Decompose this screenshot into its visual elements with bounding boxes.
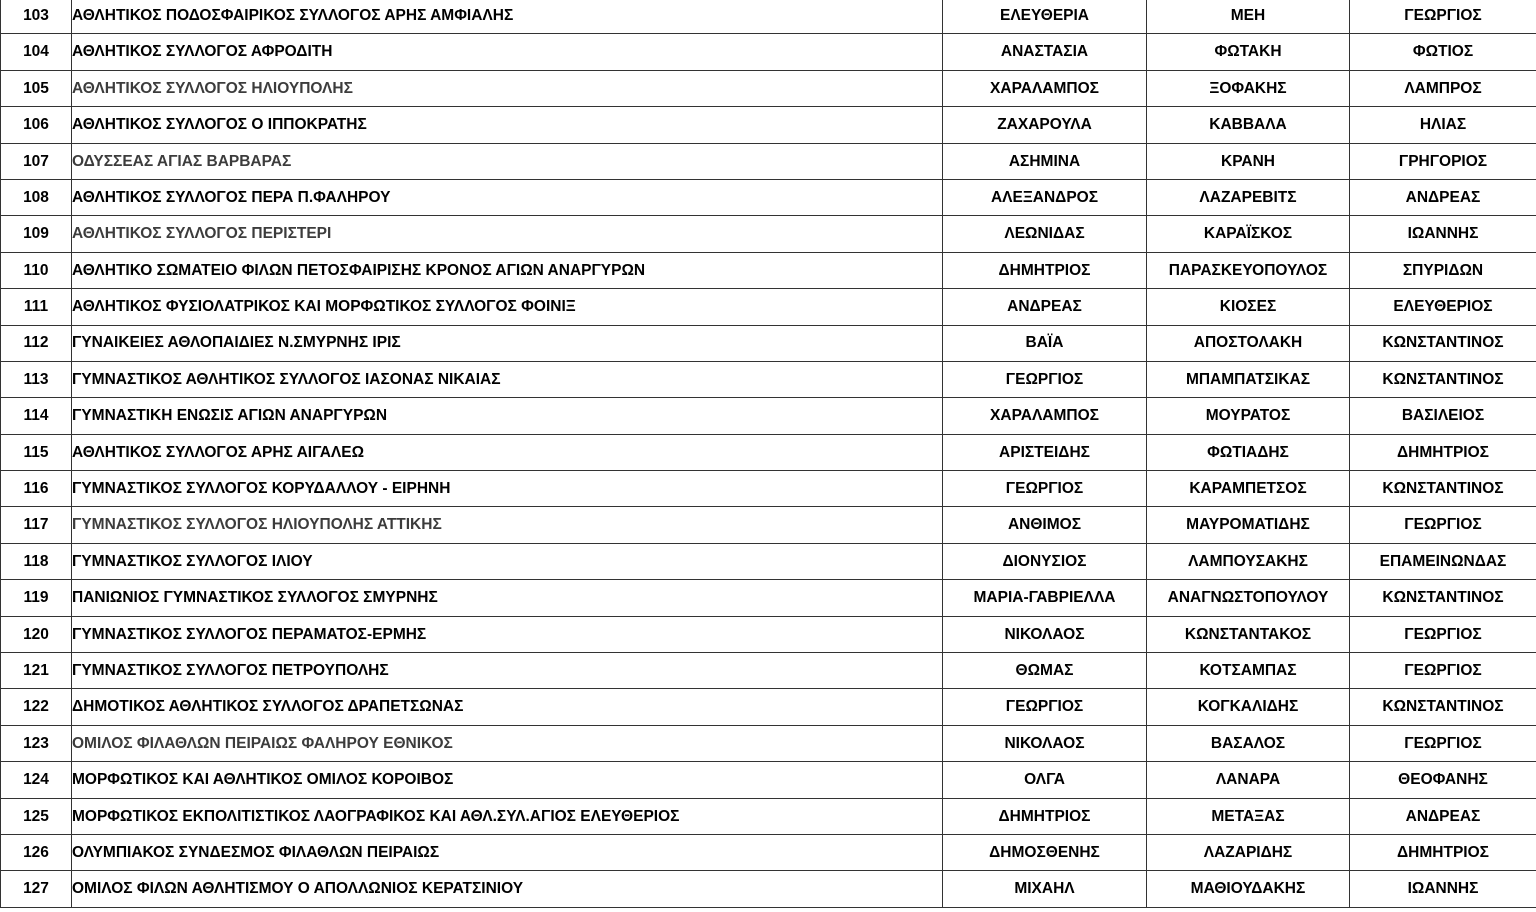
club-name-cell: ΓΥΜΝΑΣΤΙΚΟΣ ΣΥΛΛΟΓΟΣ ΠΕΤΡΟΥΠΟΛΗΣ xyxy=(72,653,943,689)
row-number-cell: 117 xyxy=(1,507,72,543)
father-name-cell: ΚΩΝΣΤΑΝΤΙΝΟΣ xyxy=(1350,689,1536,725)
father-name-cell: ΘΕΟΦΑΝΗΣ xyxy=(1350,762,1536,798)
table-row xyxy=(1,616,1536,652)
table-row xyxy=(1,507,1536,543)
row-number-cell: 119 xyxy=(1,580,72,616)
row-number-cell: 110 xyxy=(1,252,72,288)
row-number-cell: 124 xyxy=(1,762,72,798)
club-name-cell: ΓΥΜΝΑΣΤΙΚΟΣ ΣΥΛΛΟΓΟΣ ΠΕΡΑΜΑΤΟΣ-ΕΡΜΗΣ xyxy=(72,616,943,652)
first-name-cell: ΑΝΔΡΕΑΣ xyxy=(943,289,1147,325)
first-name-cell: ΑΡΙΣΤΕΙΔΗΣ xyxy=(943,434,1147,470)
surname-cell: ΒΑΣΑΛΟΣ xyxy=(1147,725,1350,761)
table-row xyxy=(1,871,1536,907)
row-number-cell: 109 xyxy=(1,216,72,252)
club-name-cell: ΜΟΡΦΩΤΙΚΟΣ ΚΑΙ ΑΘΛΗΤΙΚΟΣ ΟΜΙΛΟΣ ΚΟΡΟΙΒΟΣ xyxy=(72,762,943,798)
father-name-cell: ΛΑΜΠΡΟΣ xyxy=(1350,70,1536,106)
surname-cell: ΜΕΤΑΞΑΣ xyxy=(1147,798,1350,834)
first-name-cell: ΒΑΪΑ xyxy=(943,325,1147,361)
first-name-cell: ΑΝΘΙΜΟΣ xyxy=(943,507,1147,543)
surname-cell: ΚΟΓΚΑΛΙΔΗΣ xyxy=(1147,689,1350,725)
row-number-cell: 104 xyxy=(1,34,72,70)
first-name-cell: ΔΙΟΝΥΣΙΟΣ xyxy=(943,543,1147,579)
club-name-cell: ΟΜΙΛΟΣ ΦΙΛΩΝ ΑΘΛΗΤΙΣΜΟΥ Ο ΑΠΟΛΛΩΝΙΟΣ ΚΕΡΑΤΣΙΝΙΟΥ xyxy=(72,871,943,907)
first-name-cell: ΑΛΕΞΑΝΔΡΟΣ xyxy=(943,179,1147,215)
table-row xyxy=(1,143,1536,179)
father-name-cell: ΔΗΜΗΤΡΙΟΣ xyxy=(1350,434,1536,470)
first-name-cell: ΜΑΡΙΑ-ΓΑΒΡΙΕΛΛΑ xyxy=(943,580,1147,616)
first-name-cell: ΓΕΩΡΓΙΟΣ xyxy=(943,689,1147,725)
first-name-cell: ΓΕΩΡΓΙΟΣ xyxy=(943,471,1147,507)
table-row xyxy=(1,0,1536,34)
row-number-cell: 106 xyxy=(1,107,72,143)
club-name-cell: ΑΘΛΗΤΙΚΟ ΣΩΜΑΤΕΙΟ ΦΙΛΩΝ ΠΕΤΟΣΦΑΙΡΙΣΗΣ ΚΡΟΝΟΣ ΑΓΙΩΝ ΑΝΑΡΓΥΡΩΝ xyxy=(72,252,943,288)
father-name-cell: ΚΩΝΣΤΑΝΤΙΝΟΣ xyxy=(1350,361,1536,397)
table-row xyxy=(1,398,1536,434)
surname-cell: ΜΟΥΡΑΤΟΣ xyxy=(1147,398,1350,434)
table-row xyxy=(1,289,1536,325)
club-name-cell: ΑΘΛΗΤΙΚΟΣ ΦΥΣΙΟΛΑΤΡΙΚΟΣ ΚΑΙ ΜΟΡΦΩΤΙΚΟΣ ΣΥΛΛΟΓΟΣ ΦΟΙΝΙΞ xyxy=(72,289,943,325)
father-name-cell: ΣΠΥΡΙΔΩΝ xyxy=(1350,252,1536,288)
row-number-cell: 107 xyxy=(1,143,72,179)
table-row xyxy=(1,725,1536,761)
table-row xyxy=(1,70,1536,106)
row-number-cell: 112 xyxy=(1,325,72,361)
father-name-cell: ΓΕΩΡΓΙΟΣ xyxy=(1350,616,1536,652)
surname-cell: ΜΑΘΙΟΥΔΑΚΗΣ xyxy=(1147,871,1350,907)
row-number-cell: 120 xyxy=(1,616,72,652)
surname-cell: ΚΟΤΣΑΜΠΑΣ xyxy=(1147,653,1350,689)
row-number-cell: 121 xyxy=(1,653,72,689)
first-name-cell: ΧΑΡΑΛΑΜΠΟΣ xyxy=(943,398,1147,434)
row-number-cell: 118 xyxy=(1,543,72,579)
table-row xyxy=(1,107,1536,143)
first-name-cell: ΟΛΓΑ xyxy=(943,762,1147,798)
club-name-cell: ΓΥΜΝΑΣΤΙΚΟΣ ΣΥΛΛΟΓΟΣ ΗΛΙΟΥΠΟΛΗΣ ΑΤΤΙΚΗΣ xyxy=(72,507,943,543)
table-row xyxy=(1,361,1536,397)
father-name-cell: ΓΕΩΡΓΙΟΣ xyxy=(1350,725,1536,761)
surname-cell: ΚΑΡΑΪΣΚΟΣ xyxy=(1147,216,1350,252)
surname-cell: ΛΑΖΑΡΙΔΗΣ xyxy=(1147,834,1350,870)
row-number-cell: 127 xyxy=(1,871,72,907)
table-row xyxy=(1,653,1536,689)
father-name-cell: ΔΗΜΗΤΡΙΟΣ xyxy=(1350,834,1536,870)
surname-cell: ΜΑΥΡΟΜΑΤΙΔΗΣ xyxy=(1147,507,1350,543)
surname-cell: ΠΑΡΑΣΚΕΥΟΠΟΥΛΟΣ xyxy=(1147,252,1350,288)
table-row xyxy=(1,325,1536,361)
club-name-cell: ΠΑΝΙΩΝΙΟΣ ΓΥΜΝΑΣΤΙΚΟΣ ΣΥΛΛΟΓΟΣ ΣΜΥΡΝΗΣ xyxy=(72,580,943,616)
surname-cell: ΞΟΦΑΚΗΣ xyxy=(1147,70,1350,106)
first-name-cell: ΘΩΜΑΣ xyxy=(943,653,1147,689)
row-number-cell: 125 xyxy=(1,798,72,834)
club-name-cell: ΑΘΛΗΤΙΚΟΣ ΣΥΛΛΟΓΟΣ ΠΕΡΙΣΤΕΡΙ xyxy=(72,216,943,252)
surname-cell: ΚΑΒΒΑΛΑ xyxy=(1147,107,1350,143)
father-name-cell: ΑΝΔΡΕΑΣ xyxy=(1350,798,1536,834)
row-number-cell: 105 xyxy=(1,70,72,106)
first-name-cell: ΖΑΧΑΡΟΥΛΑ xyxy=(943,107,1147,143)
father-name-cell: ΕΛΕΥΘΕΡΙΟΣ xyxy=(1350,289,1536,325)
surname-cell: ΚΙΟΣΕΣ xyxy=(1147,289,1350,325)
first-name-cell: ΓΕΩΡΓΙΟΣ xyxy=(943,361,1147,397)
first-name-cell: ΑΣΗΜΙΝΑ xyxy=(943,143,1147,179)
first-name-cell: ΧΑΡΑΛΑΜΠΟΣ xyxy=(943,70,1147,106)
surname-cell: ΜΕΗ xyxy=(1147,0,1350,34)
table-row xyxy=(1,580,1536,616)
table-row xyxy=(1,252,1536,288)
club-name-cell: ΟΜΙΛΟΣ ΦΙΛΑΘΛΩΝ ΠΕΙΡΑΙΩΣ ΦΑΛΗΡΟΥ ΕΘΝΙΚΟΣ xyxy=(72,725,943,761)
father-name-cell: ΕΠΑΜΕΙΝΩΝΔΑΣ xyxy=(1350,543,1536,579)
club-name-cell: ΟΔΥΣΣΕΑΣ ΑΓΙΑΣ ΒΑΡΒΑΡΑΣ xyxy=(72,143,943,179)
club-name-cell: ΓΥΜΝΑΣΤΙΚΟΣ ΑΘΛΗΤΙΚΟΣ ΣΥΛΛΟΓΟΣ ΙΑΣΟΝΑΣ ΝΙΚΑΙΑΣ xyxy=(72,361,943,397)
first-name-cell: ΝΙΚΟΛΑΟΣ xyxy=(943,725,1147,761)
club-name-cell: ΓΥΜΝΑΣΤΙΚΟΣ ΣΥΛΛΟΓΟΣ ΚΟΡΥΔΑΛΛΟΥ - ΕΙΡΗΝΗ xyxy=(72,471,943,507)
father-name-cell: ΓΕΩΡΓΙΟΣ xyxy=(1350,653,1536,689)
first-name-cell: ΝΙΚΟΛΑΟΣ xyxy=(943,616,1147,652)
club-name-cell: ΜΟΡΦΩΤΙΚΟΣ ΕΚΠΟΛΙΤΙΣΤΙΚΟΣ ΛΑΟΓΡΑΦΙΚΟΣ ΚΑΙ ΑΘΛ.ΣΥΛ.ΑΓΙΟΣ ΕΛΕΥΘΕΡΙΟΣ xyxy=(72,798,943,834)
table-row xyxy=(1,216,1536,252)
surname-cell: ΚΑΡΑΜΠΕΤΣΟΣ xyxy=(1147,471,1350,507)
club-name-cell: ΓΥΜΝΑΣΤΙΚΟΣ ΣΥΛΛΟΓΟΣ ΙΛΙΟΥ xyxy=(72,543,943,579)
first-name-cell: ΜΙΧΑΗΛ xyxy=(943,871,1147,907)
surname-cell: ΜΠΑΜΠΑΤΣΙΚΑΣ xyxy=(1147,361,1350,397)
row-number-cell: 114 xyxy=(1,398,72,434)
row-number-cell: 122 xyxy=(1,689,72,725)
row-number-cell: 111 xyxy=(1,289,72,325)
row-number-cell: 115 xyxy=(1,434,72,470)
club-name-cell: ΑΘΛΗΤΙΚΟΣ ΣΥΛΛΟΓΟΣ ΑΡΗΣ ΑΙΓΑΛΕΩ xyxy=(72,434,943,470)
table-row xyxy=(1,179,1536,215)
first-name-cell: ΔΗΜΗΤΡΙΟΣ xyxy=(943,798,1147,834)
father-name-cell: ΦΩΤΙΟΣ xyxy=(1350,34,1536,70)
first-name-cell: ΔΗΜΗΤΡΙΟΣ xyxy=(943,252,1147,288)
club-name-cell: ΓΥΜΝΑΣΤΙΚΗ ΕΝΩΣΙΣ ΑΓΙΩΝ ΑΝΑΡΓΥΡΩΝ xyxy=(72,398,943,434)
table-row xyxy=(1,762,1536,798)
club-name-cell: ΑΘΛΗΤΙΚΟΣ ΣΥΛΛΟΓΟΣ Ο ΙΠΠΟΚΡΑΤΗΣ xyxy=(72,107,943,143)
row-number-cell: 103 xyxy=(1,0,72,34)
row-number-cell: 116 xyxy=(1,471,72,507)
first-name-cell: ΔΗΜΟΣΘΕΝΗΣ xyxy=(943,834,1147,870)
row-number-cell: 113 xyxy=(1,361,72,397)
club-name-cell: ΓΥΝΑΙΚΕΙΕΣ ΑΘΛΟΠΑΙΔΙΕΣ Ν.ΣΜΥΡΝΗΣ ΙΡΙΣ xyxy=(72,325,943,361)
table-row xyxy=(1,434,1536,470)
club-name-cell: ΔΗΜΟΤΙΚΟΣ ΑΘΛΗΤΙΚΟΣ ΣΥΛΛΟΓΟΣ ΔΡΑΠΕΤΣΩΝΑΣ xyxy=(72,689,943,725)
club-name-cell: ΑΘΛΗΤΙΚΟΣ ΣΥΛΛΟΓΟΣ ΠΕΡΑ Π.ΦΑΛΗΡΟΥ xyxy=(72,179,943,215)
father-name-cell: ΚΩΝΣΤΑΝΤΙΝΟΣ xyxy=(1350,580,1536,616)
club-name-cell: ΑΘΛΗΤΙΚΟΣ ΠΟΔΟΣΦΑΙΡΙΚΟΣ ΣΥΛΛΟΓΟΣ ΑΡΗΣ ΑΜΦΙΑΛΗΣ xyxy=(72,0,943,34)
table-row xyxy=(1,543,1536,579)
surname-cell: ΦΩΤΑΚΗ xyxy=(1147,34,1350,70)
table-row xyxy=(1,34,1536,70)
father-name-cell: ΙΩΑΝΝΗΣ xyxy=(1350,871,1536,907)
row-number-cell: 123 xyxy=(1,725,72,761)
surname-cell: ΑΠΟΣΤΟΛΑΚΗ xyxy=(1147,325,1350,361)
surname-cell: ΛΑΖΑΡΕΒΙΤΣ xyxy=(1147,179,1350,215)
father-name-cell: ΚΩΝΣΤΑΝΤΙΝΟΣ xyxy=(1350,325,1536,361)
table-row xyxy=(1,471,1536,507)
father-name-cell: ΙΩΑΝΝΗΣ xyxy=(1350,216,1536,252)
roster-body xyxy=(1,0,1536,907)
father-name-cell: ΓΕΩΡΓΙΟΣ xyxy=(1350,507,1536,543)
surname-cell: ΦΩΤΙΑΔΗΣ xyxy=(1147,434,1350,470)
table-row xyxy=(1,834,1536,870)
father-name-cell: ΗΛΙΑΣ xyxy=(1350,107,1536,143)
first-name-cell: ΕΛΕΥΘΕΡΙΑ xyxy=(943,0,1147,34)
father-name-cell: ΓΡΗΓΟΡΙΟΣ xyxy=(1350,143,1536,179)
first-name-cell: ΑΝΑΣΤΑΣΙΑ xyxy=(943,34,1147,70)
father-name-cell: ΚΩΝΣΤΑΝΤΙΝΟΣ xyxy=(1350,471,1536,507)
surname-cell: ΑΝΑΓΝΩΣΤΟΠΟΥΛΟΥ xyxy=(1147,580,1350,616)
table-row xyxy=(1,689,1536,725)
surname-cell: ΚΡΑΝΗ xyxy=(1147,143,1350,179)
father-name-cell: ΑΝΔΡΕΑΣ xyxy=(1350,179,1536,215)
father-name-cell: ΒΑΣΙΛΕΙΟΣ xyxy=(1350,398,1536,434)
first-name-cell: ΛΕΩΝΙΔΑΣ xyxy=(943,216,1147,252)
surname-cell: ΛΑΜΠΟΥΣΑΚΗΣ xyxy=(1147,543,1350,579)
surname-cell: ΛΑΝΑΡΑ xyxy=(1147,762,1350,798)
club-name-cell: ΑΘΛΗΤΙΚΟΣ ΣΥΛΛΟΓΟΣ ΗΛΙΟΥΠΟΛΗΣ xyxy=(72,70,943,106)
row-number-cell: 126 xyxy=(1,834,72,870)
club-name-cell: ΟΛΥΜΠΙΑΚΟΣ ΣΥΝΔΕΣΜΟΣ ΦΙΛΑΘΛΩΝ ΠΕΙΡΑΙΩΣ xyxy=(72,834,943,870)
father-name-cell: ΓΕΩΡΓΙΟΣ xyxy=(1350,0,1536,34)
row-number-cell: 108 xyxy=(1,179,72,215)
club-name-cell: ΑΘΛΗΤΙΚΟΣ ΣΥΛΛΟΓΟΣ ΑΦΡΟΔΙΤΗ xyxy=(72,34,943,70)
surname-cell: ΚΩΝΣΤΑΝΤΑΚΟΣ xyxy=(1147,616,1350,652)
table-row xyxy=(1,798,1536,834)
